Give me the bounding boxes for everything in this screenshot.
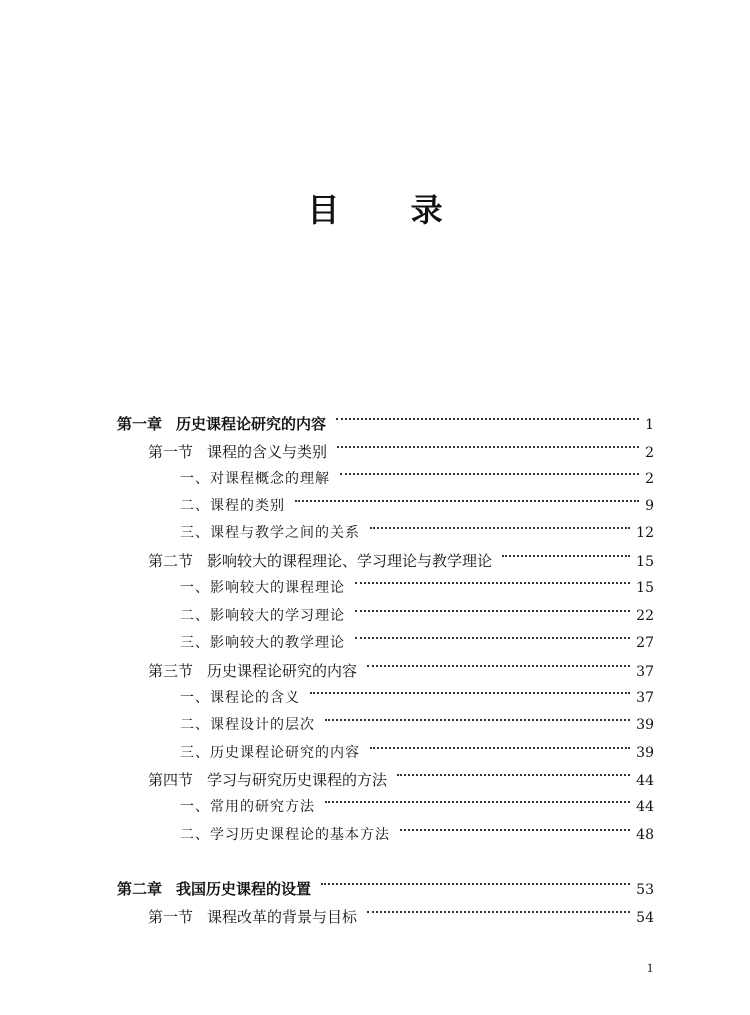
toc-entry-sub (180, 631, 654, 655)
dot-leader (295, 500, 639, 502)
page-title: 目 录 (307, 191, 473, 229)
entry-number: 一、 (180, 799, 210, 815)
toc-entry-chapter (117, 877, 654, 901)
toc-entry-sub (180, 823, 654, 847)
entry-number: 第二节 (148, 552, 194, 570)
entry-page-number: 15 (636, 580, 654, 596)
dot-leader (355, 582, 630, 584)
entry-title: 影响较大的课程理论、学习理论与教学理论 (207, 552, 493, 570)
entry-number: 第一节 (148, 908, 194, 926)
entry-page-number: 39 (636, 745, 654, 761)
entry-title: 课程设计的层次 (210, 717, 315, 733)
entry-title: 影响较大的课程理论 (210, 580, 345, 596)
entry-title: 历史课程论研究的内容 (207, 662, 358, 680)
dot-leader (370, 527, 630, 529)
entry-page-number: 48 (636, 827, 654, 843)
toc-entry-sub (180, 686, 654, 710)
dot-leader (355, 637, 630, 639)
toc-entry-section (148, 905, 654, 929)
entry-page-number: 39 (636, 717, 654, 733)
entry-page-number: 12 (636, 525, 654, 541)
entry-number: 三、 (180, 635, 210, 651)
dot-leader (367, 665, 630, 667)
entry-number: 一、 (180, 690, 210, 706)
page-number: 1 (646, 960, 654, 975)
dot-leader (325, 719, 630, 721)
entry-title: 课程论的含义 (210, 690, 300, 706)
entry-page-number: 37 (636, 664, 654, 680)
entry-number: 二、 (180, 608, 210, 624)
dot-leader (367, 911, 630, 913)
dot-leader (336, 418, 639, 420)
entry-number: 第二章 (117, 880, 163, 898)
toc-entry-sub (180, 521, 654, 545)
entry-title: 影响较大的教学理论 (210, 635, 345, 651)
entry-title: 课程与教学之间的关系 (210, 525, 360, 541)
entry-number: 一、 (180, 471, 210, 487)
entry-number: 三、 (180, 525, 210, 541)
entry-page-number: 37 (636, 690, 654, 706)
entry-page-number: 27 (636, 635, 654, 651)
entry-number: 二、 (180, 498, 210, 514)
entry-page-number: 2 (645, 445, 654, 461)
toc-entry-sub (180, 604, 654, 628)
dot-leader (325, 801, 630, 803)
toc-entry-sub (180, 467, 654, 491)
entry-page-number: 44 (636, 799, 654, 815)
toc-entry-section (148, 659, 654, 683)
entry-page-number: 2 (645, 471, 654, 487)
entry-page-number: 9 (645, 498, 654, 514)
toc-entry-sub (180, 741, 654, 765)
toc-entry-sub (180, 713, 654, 737)
entry-title: 历史课程论研究的内容 (210, 745, 360, 761)
dot-leader (310, 692, 630, 694)
entry-page-number: 44 (636, 773, 654, 789)
entry-number: 第一节 (148, 443, 194, 461)
entry-page-number: 1 (645, 417, 654, 433)
entry-title: 影响较大的学习理论 (210, 608, 345, 624)
dot-leader (370, 747, 630, 749)
dot-leader (337, 446, 639, 448)
entry-title: 历史课程论研究的内容 (176, 415, 327, 433)
toc-entry-sub (180, 576, 654, 600)
entry-number: 第一章 (117, 415, 163, 433)
dot-leader (321, 883, 630, 885)
entry-title: 我国历史课程的设置 (176, 880, 312, 898)
toc-entry-chapter (117, 412, 654, 436)
entry-title: 对课程概念的理解 (210, 471, 330, 487)
entry-number: 第三节 (148, 662, 194, 680)
toc-entry-sub (180, 494, 654, 518)
entry-page-number: 22 (636, 608, 654, 624)
toc-entry-section (148, 549, 654, 573)
entry-title: 课程改革的背景与目标 (207, 908, 358, 926)
toc-entry-section (148, 440, 654, 464)
dot-leader (400, 829, 630, 831)
entry-number: 第四节 (148, 771, 194, 789)
entry-title: 课程的类别 (210, 498, 285, 514)
entry-title: 常用的研究方法 (210, 799, 315, 815)
dot-leader (397, 774, 630, 776)
entry-title: 课程的含义与类别 (207, 443, 328, 461)
entry-page-number: 53 (636, 882, 654, 898)
entry-number: 二、 (180, 827, 210, 843)
dot-leader (355, 610, 630, 612)
toc-entry-section (148, 768, 654, 792)
entry-number: 三、 (180, 745, 210, 761)
entry-title: 学习与研究历史课程的方法 (207, 771, 388, 789)
entry-title: 学习历史课程论的基本方法 (210, 827, 390, 843)
entry-number: 一、 (180, 580, 210, 596)
dot-leader (340, 473, 639, 475)
entry-page-number: 54 (636, 910, 654, 926)
toc-entry-sub (180, 795, 654, 819)
entry-page-number: 15 (636, 554, 654, 570)
entry-number: 二、 (180, 717, 210, 733)
dot-leader (502, 555, 630, 557)
